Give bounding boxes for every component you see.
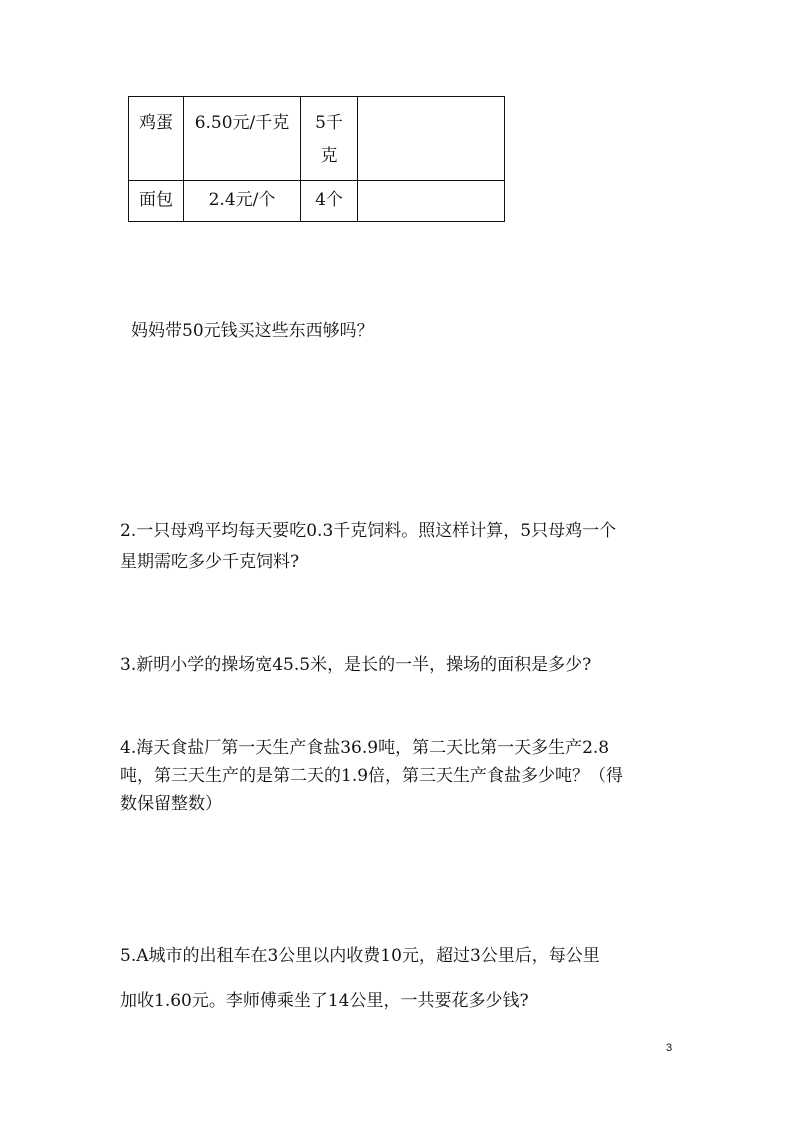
question2-line: 2.一只母鸡平均每天要吃0.3千克饲料。照这样计算，5只母鸡一个 [120, 521, 617, 541]
question1-prompt: 妈妈带50元钱买这些东西够吗？ [131, 321, 374, 341]
table-cell-total [358, 97, 505, 181]
table-cell-item [129, 181, 184, 222]
item-name: 面包 [139, 190, 173, 210]
question4-line: 数保留整数） [120, 794, 222, 814]
question2-line: 星期需吃多少千克饲料? [120, 552, 300, 572]
table-row [129, 181, 505, 222]
price-table [128, 96, 505, 222]
item-total [358, 97, 504, 107]
item-quantity: 4个 [315, 190, 343, 210]
item-quantity: 5千克 [315, 113, 343, 166]
item-price: 6.50元/千克 [194, 113, 290, 133]
question4-line: 4.海天食盐厂第一天生产食盐36.9吨，第二天比第一天多生产2.8 [120, 738, 610, 758]
table-cell-total [358, 181, 505, 222]
table-row [129, 97, 505, 181]
table-cell-item [129, 97, 184, 181]
table-cell-price [184, 97, 301, 181]
table-cell-price [184, 181, 301, 222]
item-name: 鸡蛋 [139, 113, 173, 133]
question5-line: 5.A城市的出租车在3公里以内收费10元，超过3公里后，每公里 [120, 946, 600, 966]
question5-line: 加收1.60元。李师傅乘坐了14公里，一共要花多少钱? [120, 991, 529, 1011]
item-total [358, 181, 504, 184]
table-cell-quantity [301, 97, 358, 181]
table-cell-quantity [301, 181, 358, 222]
question3-line: 3.新明小学的操场宽45.5米，是长的一半，操场的面积是多少? [120, 655, 592, 675]
item-price: 2.4元/个 [208, 190, 276, 210]
page-number: 3 [666, 1042, 673, 1054]
question4-line: 吨，第三天生产的是第二天的1.9倍，第三天生产食盐多少吨？（得 [120, 766, 624, 786]
